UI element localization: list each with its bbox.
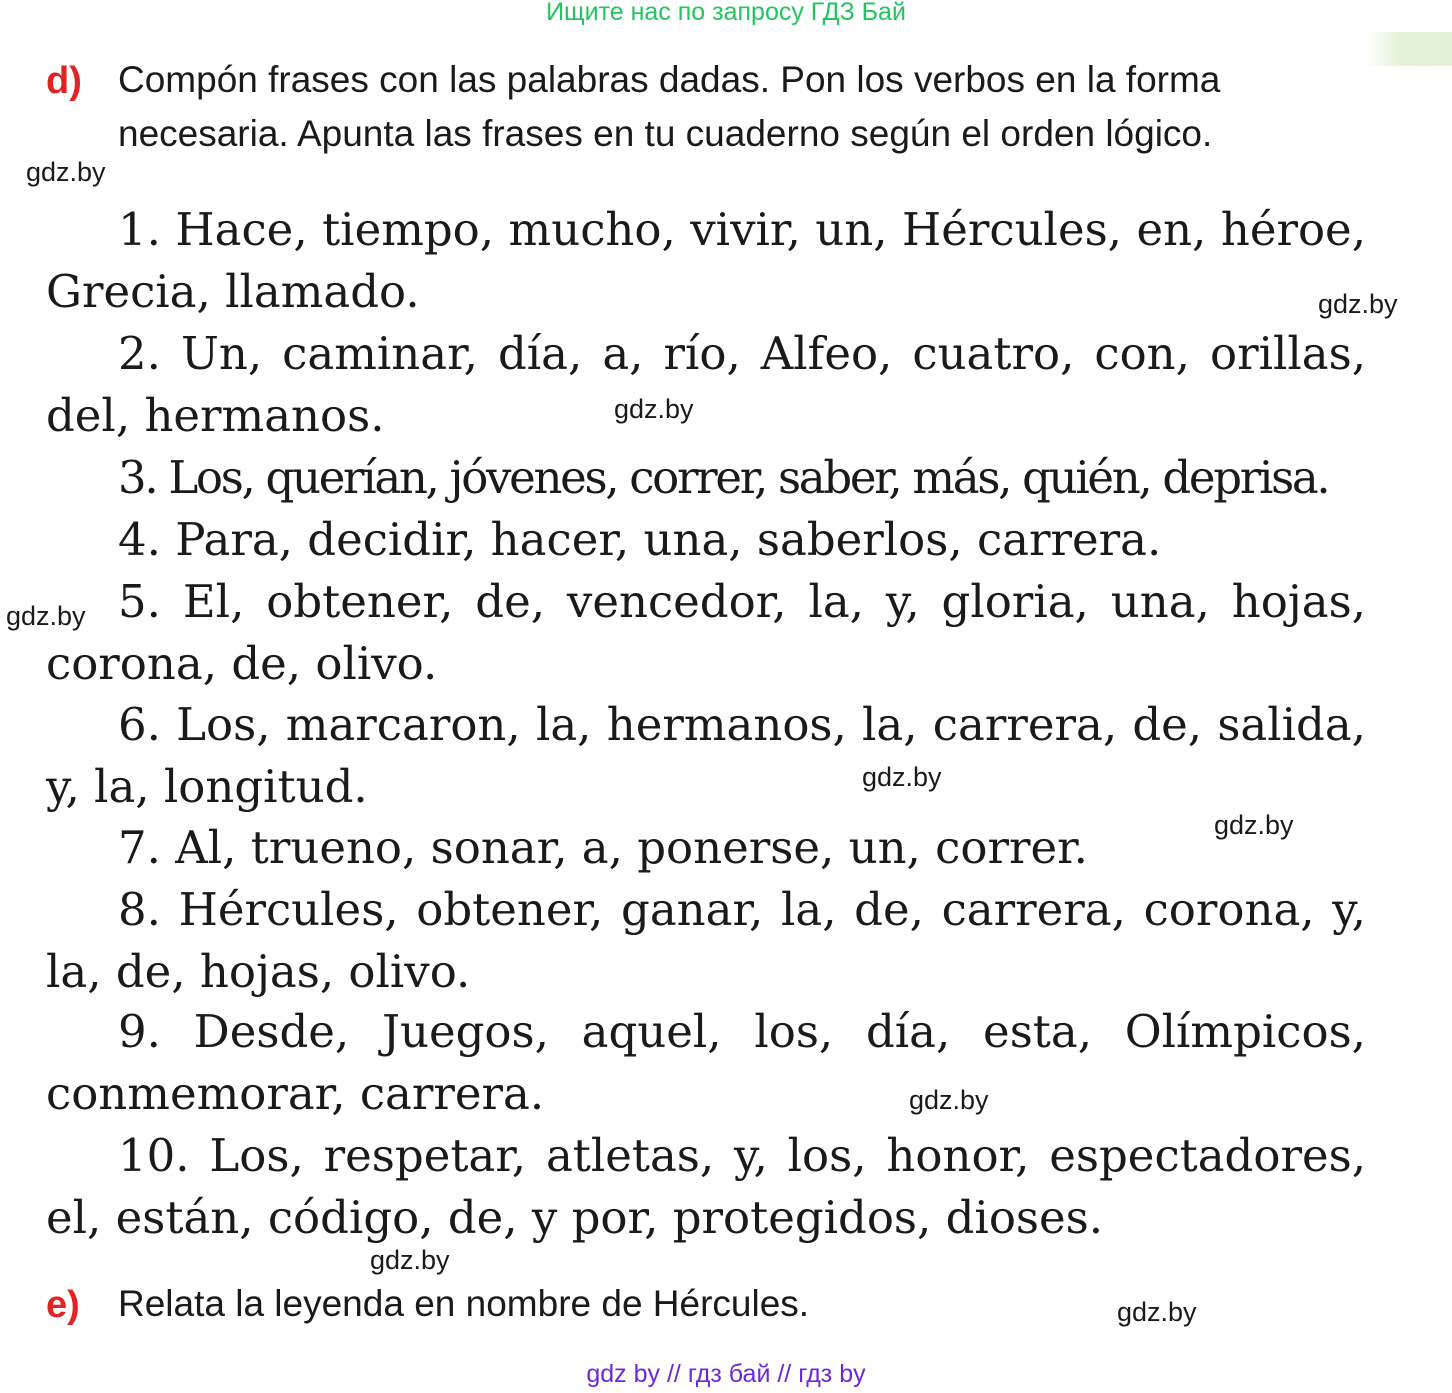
corner-decoration: [1366, 32, 1452, 66]
watermark: gdz.by: [6, 601, 86, 631]
watermark: gdz.by: [1214, 810, 1294, 840]
watermark: gdz.by: [862, 762, 942, 792]
footer-links: gdz by // гдз бай // гдз by: [586, 1360, 866, 1388]
watermark: gdz.by: [614, 394, 694, 424]
task-d-instruction-line-2: necesaria. Apunta las frases en tu cuaderno según el orden lógico.: [118, 113, 1213, 154]
exercise-1: 1. Hace, tiempo, mucho, vivir, un, Hércules, en, héroe, Grecia, llamado.: [46, 203, 1366, 318]
exercise-7: 7. Al, trueno, sonar, a, ponerse, un, correr.: [118, 821, 1088, 874]
task-d-instruction-line-1: Compón frases con las palabras dadas. Pon los verbos en la forma: [118, 59, 1221, 100]
exercise-3: 3. Los, querían, jóvenes, correr, saber, más, quién, deprisa.: [118, 451, 1329, 504]
task-e-letter: e): [46, 1284, 80, 1326]
exercise-6: 6. Los, marcaron, la, hermanos, la, carrera, de, salida, y, la, longitud.: [46, 698, 1366, 813]
watermark: gdz.by: [909, 1085, 989, 1115]
exercise-10: 10. Los, respetar, atletas, y, los, honor, espectadores, el, están, código, de, y por, protegidos, dioses.: [46, 1129, 1366, 1244]
task-d-letter: d): [46, 60, 82, 102]
exercise-5: 5. El, obtener, de, vencedor, la, y, gloria, una, hojas, corona, de, olivo.: [46, 575, 1366, 690]
watermark: gdz.by: [370, 1245, 450, 1275]
watermark: gdz.by: [26, 157, 106, 187]
task-e-instruction: Relata la leyenda en nombre de Hércules.: [118, 1283, 810, 1324]
exercise-9: 9. Desde, Juegos, aquel, los, día, esta, Olímpicos, conmemorar, carrera.: [46, 1005, 1366, 1120]
top-banner: Ищите нас по запросу ГДЗ Бай: [546, 0, 906, 26]
exercise-8: 8. Hércules, obtener, ganar, la, de, carrera, corona, y, la, de, hojas, olivo.: [46, 883, 1366, 998]
exercise-4: 4. Para, decidir, hacer, una, saberlos, carrera.: [118, 513, 1162, 566]
watermark: gdz.by: [1318, 289, 1398, 319]
watermark: gdz.by: [1117, 1297, 1197, 1327]
exercise-2: 2. Un, caminar, día, a, río, Alfeo, cuatro, con, orillas, del, hermanos.: [46, 327, 1366, 442]
